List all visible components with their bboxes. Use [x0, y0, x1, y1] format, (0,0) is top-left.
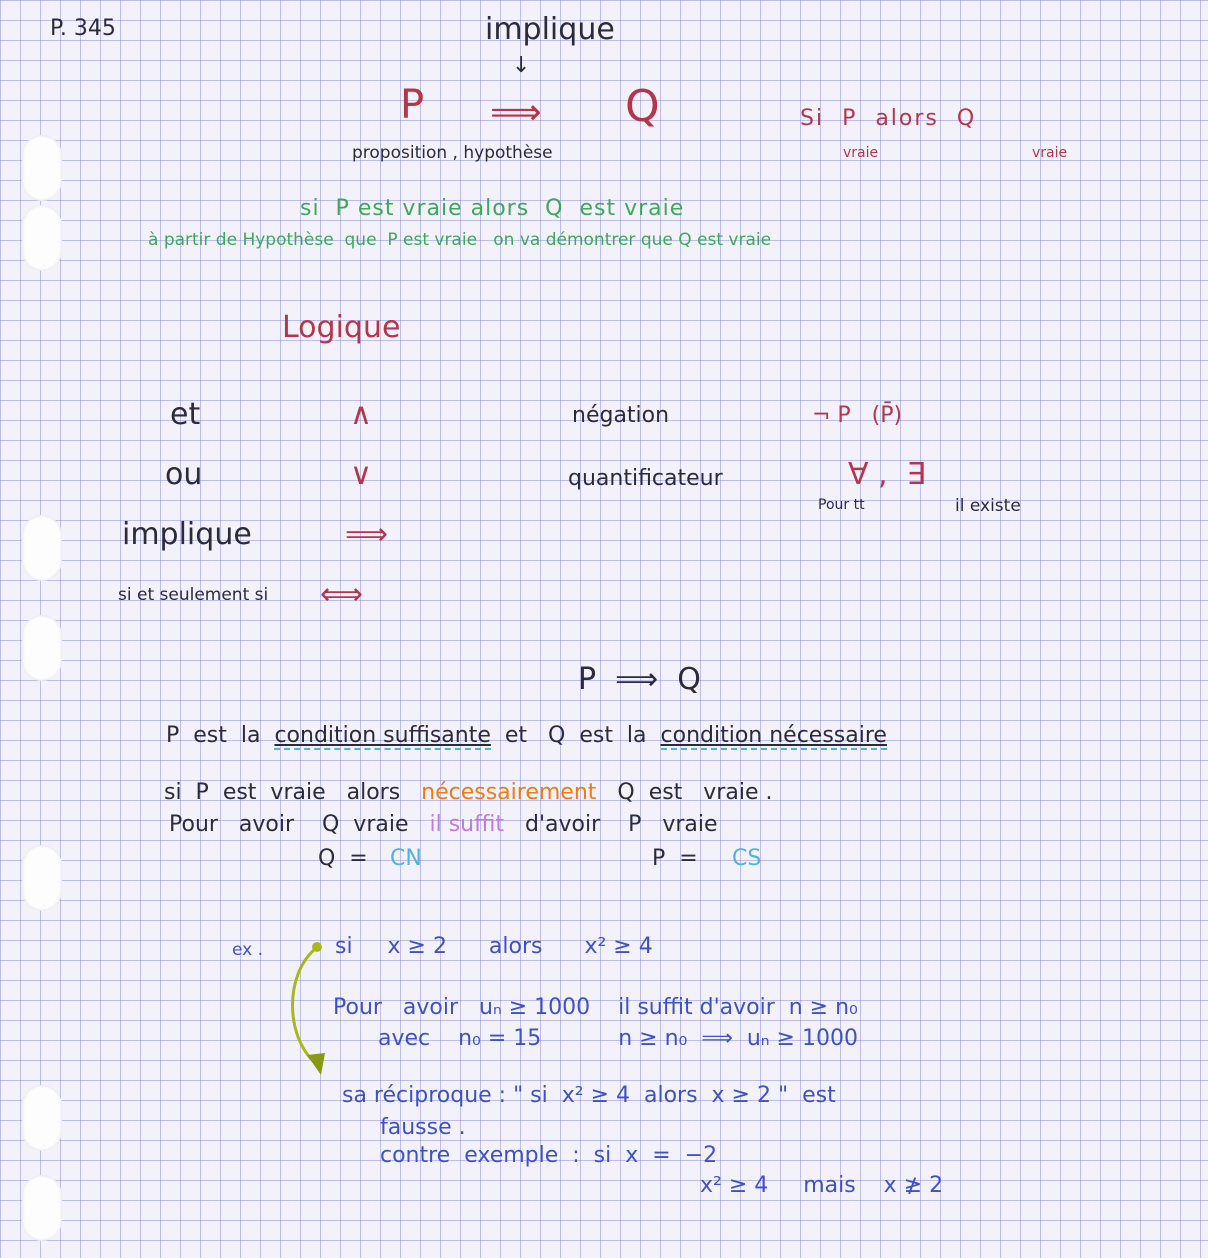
binder-hole — [22, 1175, 62, 1241]
necessairement-word: nécessairement — [421, 780, 597, 805]
binder-hole — [22, 845, 62, 911]
text-span: P est la — [166, 723, 275, 748]
binder-hole — [22, 615, 62, 681]
logic-word: ou — [165, 457, 203, 492]
quantificateur-symbols: ∀ , ∃ — [848, 457, 926, 492]
negation-symbol: ¬ P (P̄) — [812, 403, 903, 428]
arrow-down-icon: ↓ — [512, 53, 531, 78]
cs-label: CS — [732, 846, 762, 871]
example-line: si x ≥ 2 alors x² ≥ 4 — [335, 934, 653, 959]
si-p-alors-q: Si P alors Q — [800, 106, 977, 131]
vraie-label: vraie — [843, 145, 879, 161]
negation-label: négation — [572, 403, 670, 428]
green-note-line: à partir de Hypothèse que P est vraie on va démontrer que Q est vraie — [148, 230, 772, 250]
il-existe-label: il existe — [955, 496, 1021, 516]
text-span: et Q est la — [490, 723, 661, 748]
binder-hole — [22, 205, 62, 271]
condition-formula: P ⟹ Q — [578, 662, 701, 697]
logic-word: et — [170, 397, 201, 432]
binder-hole — [22, 515, 62, 581]
vraie-label: vraie — [1032, 145, 1068, 161]
logic-word: si et seulement si — [118, 585, 269, 605]
binder-hole — [22, 135, 62, 201]
text-span: Q est vraie . — [596, 780, 773, 805]
proposition-p: P — [400, 82, 425, 128]
condition-line — [152, 703, 887, 747]
example-line: Pour avoir uₙ ≥ 1000 il suffit d'avoir n ≥ n₀ — [333, 995, 858, 1020]
logic-symbol: ⟹ — [345, 517, 389, 552]
example-line: sa réciproque : " si x² ≥ 4 alors x ≥ 2 " est — [342, 1083, 836, 1108]
implique-label: implique — [485, 12, 615, 47]
p-caption: proposition , hypothèse — [352, 143, 553, 163]
condition-necessaire: condition nécessaire — [660, 723, 887, 748]
green-note-line: si P est vraie alors Q est vraie — [300, 196, 685, 221]
il-suffit-word: il suffit — [429, 812, 505, 837]
pour-tout-label: Pour tt — [818, 497, 865, 513]
example-line: avec n₀ = 15 n ≥ n₀ ⟹ uₙ ≥ 1000 — [378, 1026, 858, 1051]
cn-label: CN — [390, 846, 422, 871]
quantificateur-label: quantificateur — [568, 466, 723, 491]
proposition-q: Q — [625, 81, 660, 132]
p-equals: P = — [652, 846, 698, 871]
logic-symbol: ∨ — [350, 457, 372, 492]
logique-title: Logique — [282, 310, 401, 345]
text-span: si P est vraie alors — [164, 780, 422, 805]
curved-arrow-icon — [285, 935, 345, 1085]
example-line: x² ≥ 4 mais x ≱ 2 — [700, 1173, 944, 1198]
logic-symbol: ⟺ — [320, 577, 364, 612]
ex-label: ex . — [232, 940, 264, 960]
example-line: contre exemple : si x = −2 — [380, 1143, 718, 1168]
q-equals: Q = — [318, 846, 368, 871]
text-span: d'avoir P vraie — [504, 812, 718, 837]
page-number: P. 345 — [50, 16, 116, 41]
condition-suffisante: condition suffisante — [274, 723, 491, 748]
text-span: Pour avoir Q vraie — [169, 812, 430, 837]
condition-line — [155, 792, 718, 836]
example-line: fausse . — [380, 1115, 466, 1140]
binder-hole — [22, 1085, 62, 1151]
logic-symbol: ∧ — [350, 397, 372, 432]
implies-arrow: ⟹ — [490, 92, 542, 133]
logic-word: implique — [122, 517, 252, 552]
